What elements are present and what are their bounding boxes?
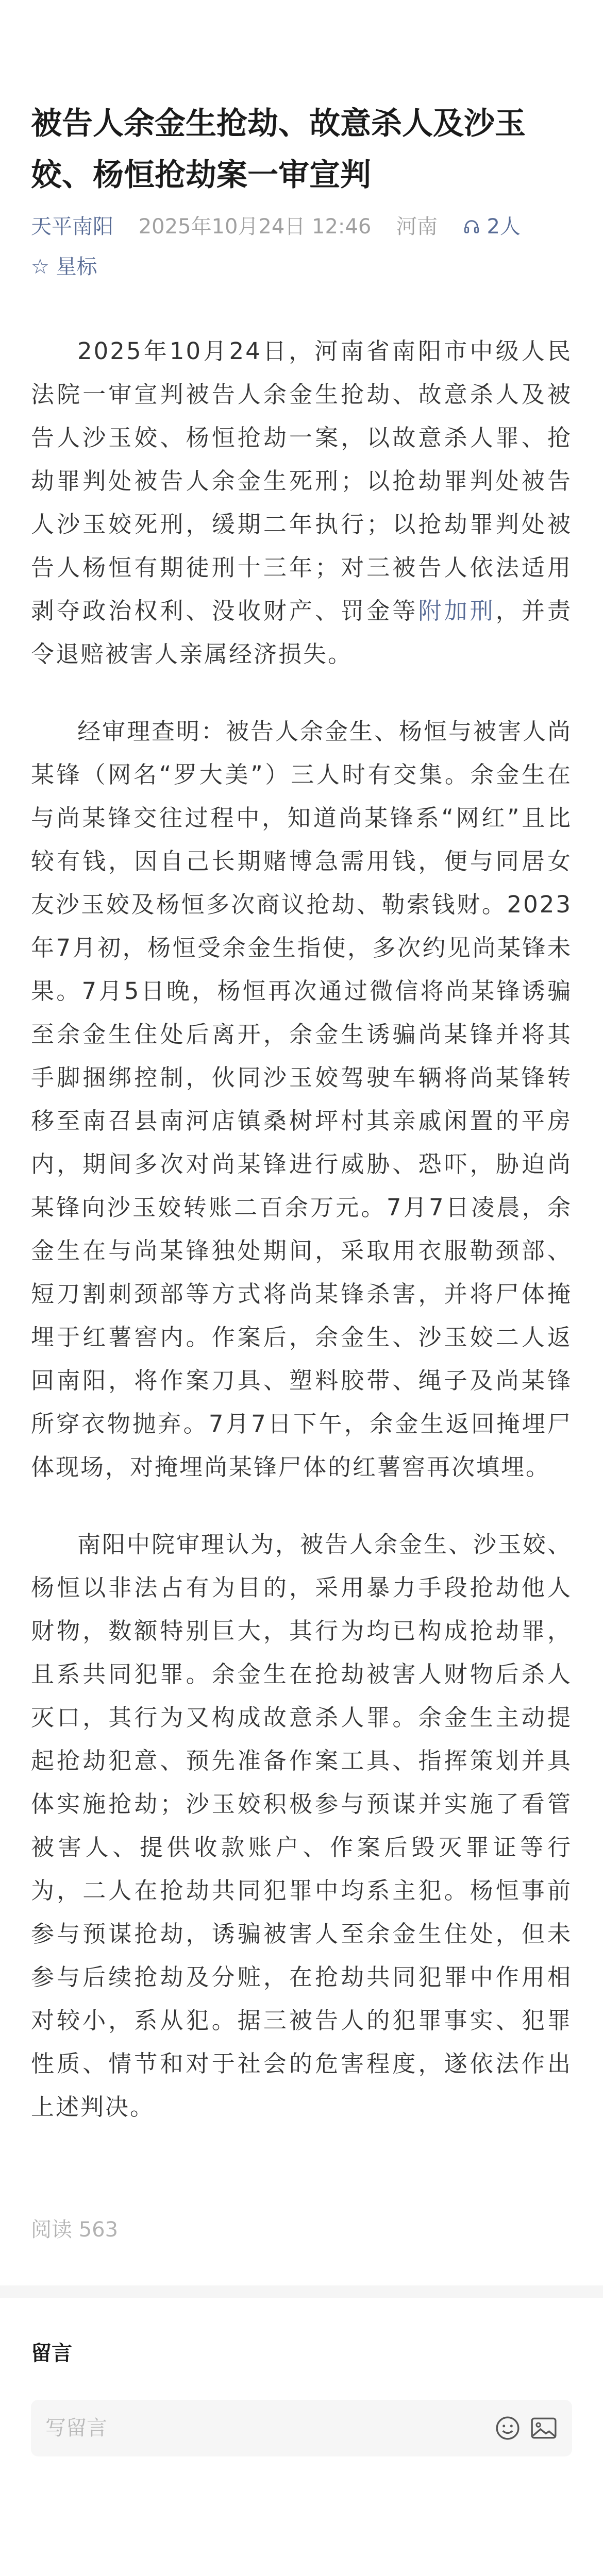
star-icon: ☆ bbox=[31, 255, 49, 279]
paragraph bbox=[31, 330, 572, 676]
listen-count: 2人 bbox=[487, 215, 521, 239]
additional-penalty-link[interactable]: 附加刑 bbox=[418, 597, 496, 624]
paragraph-text: ，并责令退赔被害人亲属经济损失。 bbox=[31, 597, 572, 668]
account-link[interactable]: 天平南阳 bbox=[31, 215, 113, 239]
publish-date: 2025年10月24日 12:46 bbox=[138, 215, 372, 239]
article-title: 被告人余金生抢劫、故意杀人及沙玉姣、杨恒抢劫案一审宣判 bbox=[31, 106, 526, 193]
publish-location: 河南 bbox=[396, 215, 438, 239]
image-icon[interactable] bbox=[530, 2415, 558, 2441]
article-body bbox=[31, 330, 572, 2163]
read-count bbox=[31, 2214, 118, 2245]
comment-input[interactable] bbox=[31, 2400, 572, 2456]
comments-section bbox=[0, 2298, 603, 2576]
article-meta bbox=[31, 211, 572, 242]
comments-title: 留言 bbox=[31, 2342, 72, 2365]
read-label: 阅读 bbox=[31, 2218, 72, 2242]
paragraph: 经审理查明：被告人余金生、杨恒与被害人尚某锋（网名“罗大美”）三人时有交集。余金生在与尚某锋交往过程中，知道尚某锋系“网红”且比较有钱，因自己长期赌博急需用钱，便与同居女友沙玉姣及杨恒多次商议抢劫、勒索钱财。2023年7月初，杨恒受余金生指使，多次约见尚某锋未果。7月5日晚，杨恒再次通过微信将尚某锋诱骗至余金生住处后离开，余金生诱骗尚某锋并将其手脚捆绑控制，伙同沙玉姣驾驶车辆将尚某锋转移至南召县南河店镇桑树坪村其亲戚闲置的平房内，期间多次对尚某锋进行威胁、恐吓，胁迫尚某锋向沙玉姣转账二百余万元。7月7日凌晨，余金生在与尚某锋独处期间，采取用衣服勒颈部、短刀割刺颈部等方式将尚某锋杀害，并将尸体掩埋于红薯窖内。作案后，余金生、沙玉姣二人返回南阳，将作案刀具、塑料胶带、绳子及尚某锋所穿衣物抛弃。7月7日下午，余金生返回掩埋尸体现场，对掩埋尚某锋尸体的红薯窖再次填埋。 bbox=[31, 718, 573, 1481]
emoji-icon[interactable] bbox=[495, 2415, 521, 2441]
paragraph-text: 2025年10月24日，河南省南阳市中级人民法院一审宣判被告人余金生抢劫、故意杀人及被告人沙玉姣、杨恒抢劫一案，以故意杀人罪、抢劫罪判处被告人余金生死刑；以抢劫罪判处被告人沙玉姣死刑，缓期二年执行；以抢劫罪判处被告人杨恒有期徒刑十三年；对三被告人依法适用剥夺政治权利、没收财产、罚金等 bbox=[31, 337, 572, 624]
paragraph: 南阳中院审理认为，被告人余金生、沙玉姣、杨恒以非法占有为目的，采用暴力手段抢劫他人财物，数额特别巨大，其行为均已构成抢劫罪，且系共同犯罪。余金生在抢劫被害人财物后杀人灭口，其行为又构成故意杀人罪。余金生主动提起抢劫犯意、预先准备作案工具、指挥策划并具体实施抢劫；沙玉姣积极参与预谋并实施了看管被害人、提供收款账户、作案后毁灭罪证等行为，二人在抢劫共同犯罪中均系主犯。杨恒事前参与预谋抢劫，诱骗被害人至余金生住处，但未参与后续抢劫及分赃，在抢劫共同犯罪中作用相对较小，系从犯。据三被告人的犯罪事实、犯罪性质、情节和对于社会的危害程度，遂依法作出上述判决。 bbox=[31, 1531, 573, 2121]
listen-button[interactable] bbox=[463, 215, 521, 239]
headphones-icon bbox=[463, 218, 480, 235]
star-button[interactable] bbox=[31, 251, 97, 282]
section-divider bbox=[0, 2285, 603, 2298]
read-number: 563 bbox=[78, 2218, 119, 2242]
comment-placeholder: 写留言 bbox=[45, 2416, 107, 2440]
star-label: 星标 bbox=[56, 255, 97, 279]
